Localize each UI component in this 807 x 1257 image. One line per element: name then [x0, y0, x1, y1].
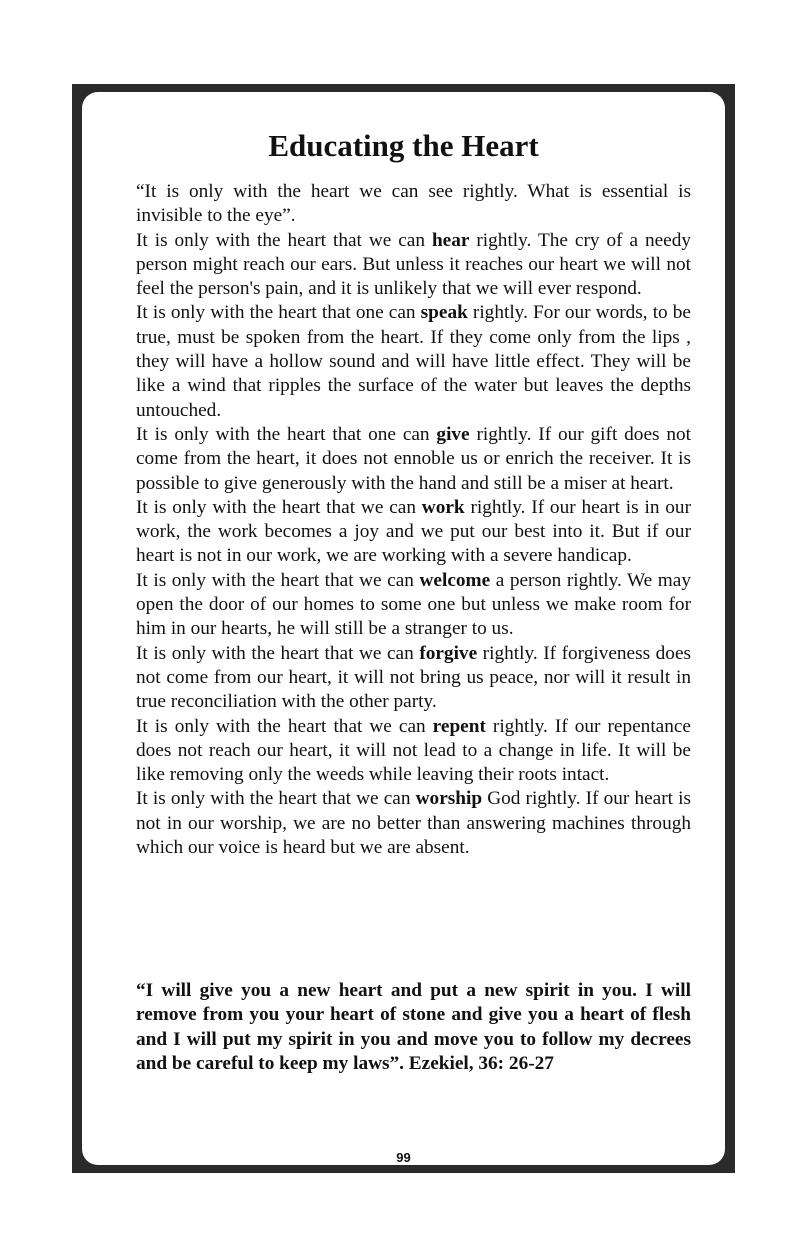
paragraph-text: It is only with the heart that we can: [136, 715, 433, 737]
paragraph-text: It is only with the heart that we can: [136, 229, 432, 251]
keyword-hear: hear: [431, 229, 470, 251]
keyword-repent: repent: [432, 715, 486, 737]
keyword-give: give: [436, 423, 470, 445]
paragraph-text: It is only with the heart that we can: [136, 496, 422, 518]
paragraph-text: It is only with the heart that we can: [136, 788, 416, 810]
paragraph-text: a person rightly. We may open the door of our homes to some one but unless we make room for him in our hearts, he will still be a stranger to us.: [136, 569, 691, 640]
paragraph-text: rightly. If our heart is in our work, the work becomes a joy and we put our best into it. But if our heart is not in our work, we are working with a severe handicap.: [136, 496, 691, 567]
paragraph-give: [136, 423, 691, 496]
paragraph-text: rightly. If our repentance does not reach our heart, it will not lead to a change in life. It will be like removing only the weeds while leaving their roots intact.: [136, 715, 691, 786]
page-sheet: [82, 92, 725, 1165]
paragraph-hear: [136, 229, 691, 302]
paragraph-welcome: [136, 569, 691, 642]
paragraph-text: rightly. The cry of a needy person might reach our ears. But unless it reaches our heart we will not feel the person's pain, and it is unlikely that we will ever respond.: [136, 229, 691, 300]
paragraph-speak: [136, 301, 691, 422]
paragraph-work: [136, 496, 691, 569]
page-number: 99: [396, 1150, 411, 1165]
keyword-worship: worship: [415, 788, 483, 810]
paragraph-text: rightly. For our words, to be true, must be spoken from the heart. If they come only from the lips , they will have a hollow sound and will have little effect. They will be like a wind that ripples the surface of the water but leaves the depths untouched.: [136, 302, 691, 421]
keyword-speak: speak: [420, 302, 468, 324]
page-title: Educating the Heart: [268, 128, 539, 163]
paragraph-text: It is only with the heart that we can: [136, 569, 420, 591]
keyword-welcome: welcome: [419, 569, 491, 591]
paragraph-text: It is only with the heart that one can: [136, 423, 437, 445]
scripture-quote: “I will give you a new heart and put a new spirit in you. I will remove from you your heart of stone and give you a heart of flesh and I will put my spirit in you and move you to follow my decrees and be careful to keep my laws”. Ezekiel, 36: 26-27: [136, 980, 691, 1074]
paragraph-worship: [136, 787, 691, 860]
keyword-forgive: forgive: [419, 642, 478, 664]
paragraph-text: rightly. If forgiveness does not come from our heart, it will not bring us peace, nor will it result in true reconciliation with the other party.: [136, 642, 692, 713]
keyword-work: work: [421, 496, 465, 518]
paragraph-text: “It is only with the heart we can see rightly. What is essential is invisible to the eye”.: [136, 181, 691, 227]
body-text: [136, 180, 691, 860]
paragraph-quote-intro: [136, 180, 691, 229]
paragraph-forgive: [136, 642, 691, 715]
paragraph-text: It is only with the heart that one can: [136, 302, 421, 324]
paragraph-repent: [136, 715, 691, 788]
page-frame: [72, 84, 735, 1173]
paragraph-text: God rightly. If our heart is not in our worship, we are no better than answering machines through which our voice is heard but we are absent.: [136, 788, 691, 859]
paragraph-text: rightly. If our gift does not come from the heart, it does not ennoble us or enrich the receiver. It is possible to give generously with the hand and still be a miser at heart.: [136, 423, 691, 494]
paragraph-text: It is only with the heart that we can: [136, 642, 420, 664]
